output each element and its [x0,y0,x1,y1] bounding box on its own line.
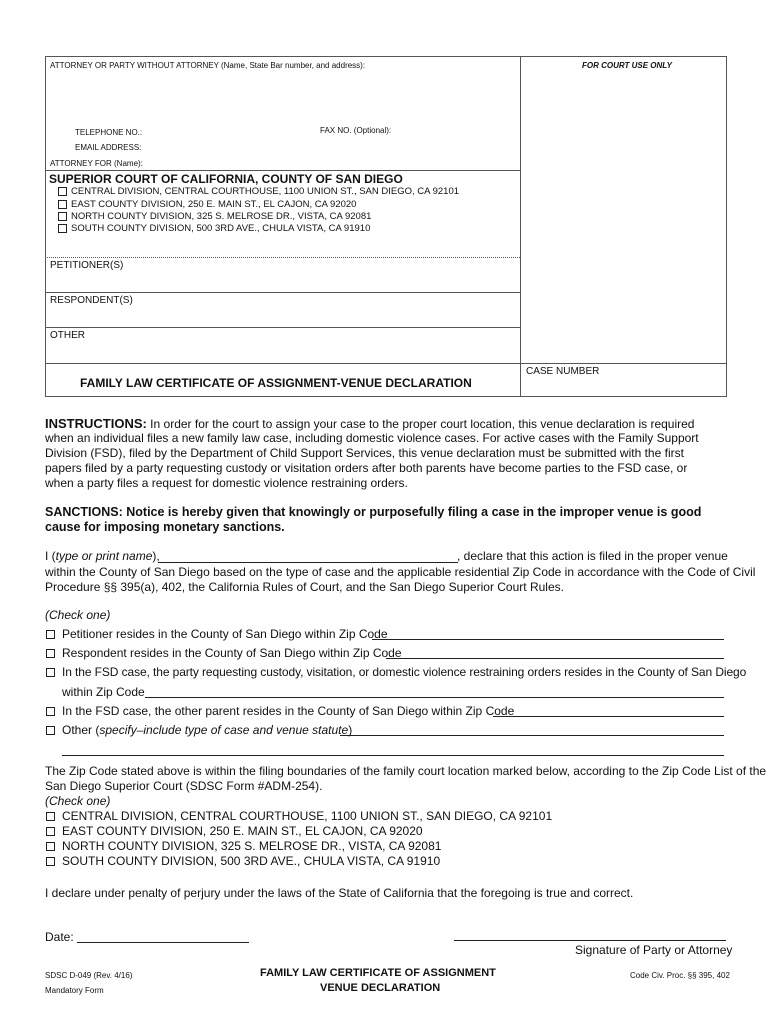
sanctions-line-1 [45,505,701,519]
fsd-other-zip-field[interactable] [493,716,724,717]
location-east-label: EAST COUNTY DIVISION, 250 E. MAIN ST., EL CAJON, CA 92020 [62,824,423,838]
perjury-statement: I declare under penalty of perjury under the laws of the State of California that the foregoing is true and correct. [45,886,634,900]
location-central-checkbox[interactable] [46,812,55,821]
caption-division-central-checkbox[interactable] [58,187,67,196]
respondent-label: RESPONDENT(S) [50,295,133,306]
footer-title-line-2: VENUE DECLARATION [320,982,441,994]
petitioner-zip-field[interactable] [372,639,724,640]
caption-division-north: NORTH COUNTY DIVISION, 325 S. MELROSE DR., VISTA, CA 92081 [71,211,372,222]
fsd-other-checkbox[interactable] [46,707,55,716]
other-option-prefix: Other ( [62,723,100,737]
check-one-text-1: Check one [49,608,107,622]
declaration-line-2: within the County of San Diego based on the type of case and the applicable residential Zip Code in accordance with the Code of Civil [45,565,756,579]
respondent-checkbox[interactable] [46,649,55,658]
sanctions-label: SANCTIONS: [45,505,123,519]
declaration-line-3: Procedure §§ 395(a), 402, the California Rules of Court, and the San Diego Superior Court Rules. [45,580,564,594]
date-label: Date: [45,930,74,944]
other-specify-field-2[interactable] [62,755,724,756]
title-rule [45,363,727,364]
other-checkbox[interactable] [46,726,55,735]
declaration-line-1-start [45,549,160,565]
footer-mandatory: Mandatory Form [45,986,104,995]
respondent-zip-field[interactable] [386,658,724,659]
respondent-option-label: Respondent resides in the County of San Diego within Zip Code [62,646,402,660]
signature-field[interactable] [454,940,726,941]
other-label: OTHER [50,330,85,341]
declaration-suffix: ), [152,549,160,563]
location-north-label: NORTH COUNTY DIVISION, 325 S. MELROSE DR., VISTA, CA 92081 [62,839,442,853]
other-rule [45,327,520,328]
caption-division-south-checkbox[interactable] [58,224,67,233]
petitioner-checkbox[interactable] [46,630,55,639]
signature-label: Signature of Party or Attorney [575,943,733,957]
caption-division-east-checkbox[interactable] [58,200,67,209]
caption-division-central: CENTRAL DIVISION, CENTRAL COURTHOUSE, 1100 UNION ST., SAN DIEGO, CA 92101 [71,186,460,197]
other-option-suffix: ) [348,723,353,737]
check-one-label-1: (Check one) [45,608,111,622]
location-central-label: CENTRAL DIVISION, CENTRAL COURTHOUSE, 1100 UNION ST., SAN DIEGO, CA 92101 [62,809,553,823]
location-south-checkbox[interactable] [46,857,55,866]
instructions-line-5: when a party files a request for domestic violence restraining orders. [45,476,408,490]
petitioner-option-label: Petitioner resides in the County of San Diego within Zip Code [62,627,388,641]
footer-form-number: SDSC D-049 (Rev. 4/16) [45,971,133,980]
declaration-line-1-end: , declare that this action is filed in the proper venue [457,549,728,563]
case-number-label: CASE NUMBER [526,366,600,377]
instructions-line-2: when an individual files a new family law case, including domestic violence cases. For active cases with the Family Support [45,431,699,445]
telephone-label: TELEPHONE NO.: [75,128,143,137]
instructions-label: INSTRUCTIONS: [45,416,147,431]
attorney-for-label: ATTORNEY FOR (Name): [50,159,143,168]
petitioner-rule [45,257,520,258]
location-east-checkbox[interactable] [46,827,55,836]
location-north-checkbox[interactable] [46,842,55,851]
fax-label: FAX NO. (Optional): [320,126,392,135]
caption-divider [520,56,521,397]
court-title: SUPERIOR COURT OF CALIFORNIA, COUNTY OF SAN DIEGO [49,172,403,186]
footer-code: Code Civ. Proc. §§ 395, 402 [630,971,730,980]
instructions-line-4: papers filed by a party requesting custody or visitation orders after both parents have become parties to the FSD case, or [45,461,688,475]
declaration-type-or-print: type or print name [55,549,153,563]
fsd-party-checkbox[interactable] [46,668,55,677]
fsd-party-zip-label: within Zip Code [62,685,145,699]
fsd-party-option-label: In the FSD case, the party requesting custody, visitation, or domestic violence restraining orders resides in the County of San Diego [62,665,747,679]
other-option-label [62,723,352,739]
zip-statement-line-2: San Diego Superior Court (SDSC Form #ADM-254). [45,779,323,793]
court-use-label: FOR COURT USE ONLY [582,61,672,70]
form-title: FAMILY LAW CERTIFICATE OF ASSIGNMENT-VENUE DECLARATION [80,376,472,390]
declarant-name-field[interactable] [158,562,458,563]
email-label: EMAIL ADDRESS: [75,143,142,152]
caption-division-south: SOUTH COUNTY DIVISION, 500 3RD AVE., CHULA VISTA, CA 91910 [71,223,371,234]
location-south-label: SOUTH COUNTY DIVISION, 500 3RD AVE., CHULA VISTA, CA 91910 [62,854,441,868]
respondent-rule [45,292,520,293]
sanctions-text-1: Notice is hereby given that knowingly or purposefully filing a case in the improper venue is good [122,505,702,519]
caption-division-north-checkbox[interactable] [58,212,67,221]
zip-statement-line-1: The Zip Code stated above is within the filing boundaries of the family court location marked below, according to the Zip Code List of the [45,764,767,778]
petitioner-label: PETITIONER(S) [50,260,124,271]
instructions-line-3: Division (FSD), filed by the Department of Child Support Services, this venue declaration must be submitted with the first [45,446,684,460]
check-one-label-2: (Check one) [45,794,111,808]
court-section-rule [45,170,520,171]
footer-title-line-1: FAMILY LAW CERTIFICATE OF ASSIGNMENT [260,967,496,979]
date-field[interactable] [77,942,249,943]
sanctions-line-2: cause for imposing monetary sanctions. [45,520,285,534]
declaration-prefix: I ( [45,549,56,563]
caption-division-east: EAST COUNTY DIVISION, 250 E. MAIN ST., EL CAJON, CA 92020 [71,199,357,210]
check-one-text-2: Check one [49,794,107,808]
other-option-specify: specify–include type of case and venue statute [99,723,349,737]
attorney-label: ATTORNEY OR PARTY WITHOUT ATTORNEY (Name, State Bar number, and address): [50,61,366,70]
other-specify-field[interactable] [340,735,724,736]
instructions-text-1: In order for the court to assign your case to the proper court location, this venue declaration is required [146,417,695,431]
fsd-party-zip-field[interactable] [145,697,724,698]
fsd-other-option-label: In the FSD case, the other parent resides in the County of San Diego within Zip Code [62,704,515,718]
